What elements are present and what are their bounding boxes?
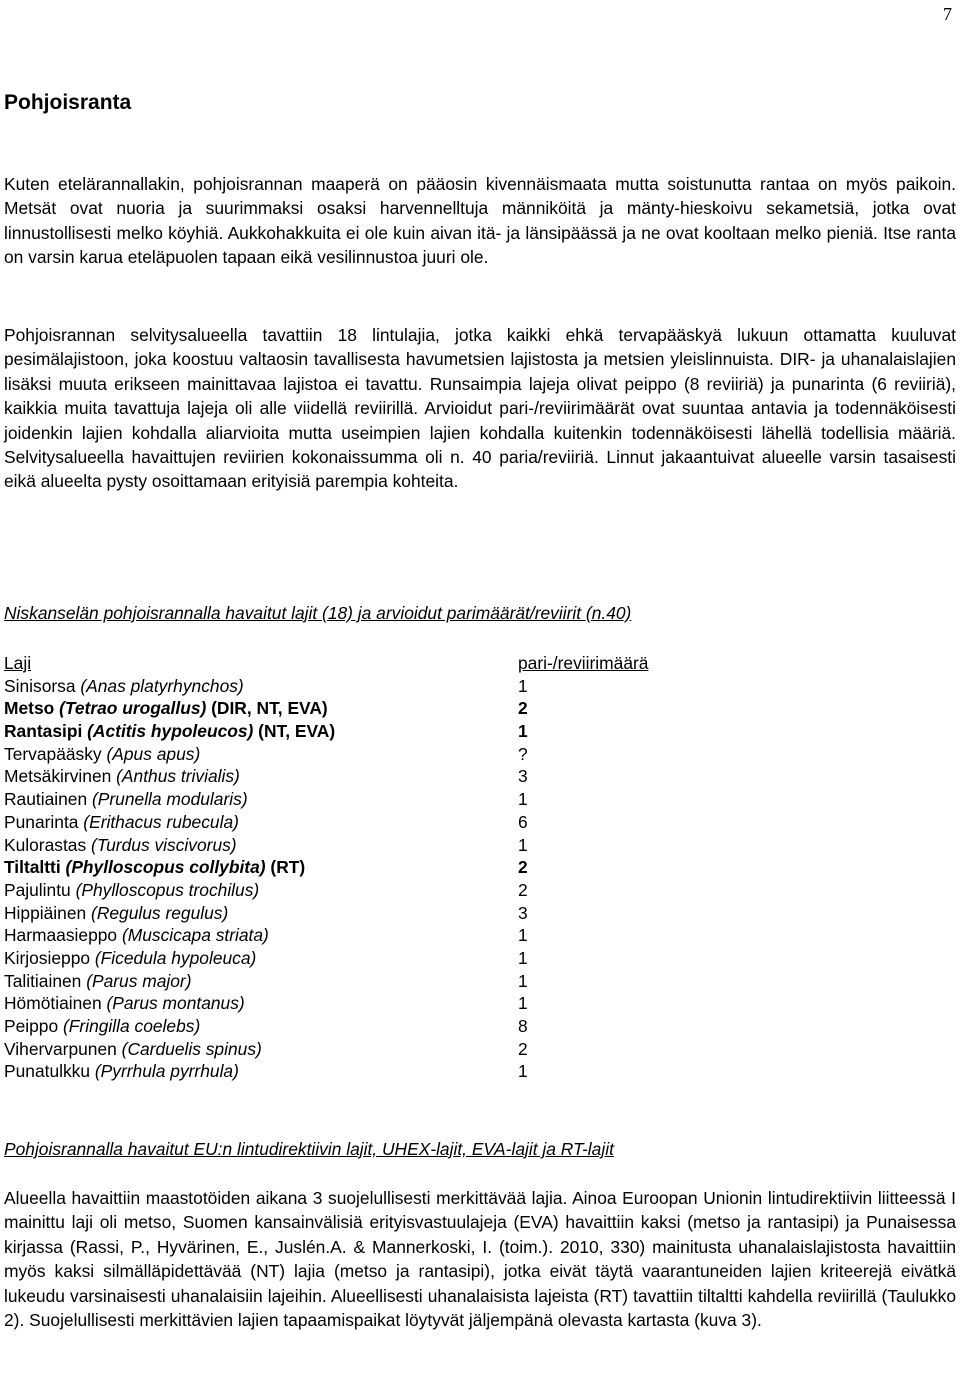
species-name — [4, 698, 328, 718]
table-row — [4, 902, 704, 925]
species-name — [4, 971, 192, 991]
species-count: 1 — [518, 834, 528, 855]
species-scientific-name: (Parus major) — [86, 970, 192, 991]
species-common-name: Rautiainen — [4, 789, 88, 810]
species-count: 1 — [518, 721, 528, 742]
species-count: 2 — [518, 857, 528, 878]
species-name — [4, 721, 335, 741]
column-header-species: Laji — [4, 653, 32, 673]
table-row — [4, 992, 704, 1015]
species-status: (DIR, NT, EVA) — [211, 698, 328, 719]
species-common-name: Kirjosieppo — [4, 947, 91, 968]
species-scientific-name: (Ficedula hypoleuca) — [94, 947, 257, 968]
species-scientific-name: (Apus apus) — [106, 743, 201, 764]
species-name — [4, 744, 200, 764]
table-row — [4, 1015, 704, 1038]
species-name — [4, 812, 239, 832]
species-scientific-name: (Prunella modularis) — [92, 789, 248, 810]
species-common-name: Talitiainen — [4, 970, 82, 991]
table-row — [4, 834, 704, 857]
species-name — [4, 1016, 200, 1036]
species-table — [4, 652, 704, 1083]
species-count: 1 — [518, 925, 528, 946]
table-row — [4, 947, 704, 970]
species-count: 3 — [518, 766, 528, 787]
species-common-name: Pajulintu — [4, 879, 71, 900]
species-common-name: Punarinta — [4, 811, 79, 832]
table-row — [4, 811, 704, 834]
species-count: 1 — [518, 675, 528, 696]
species-count: 2 — [518, 879, 528, 900]
species-name — [4, 766, 240, 786]
species-summary-paragraph: Pohjoisrannan selvitysalueella tavattiin 18 lintulajia, jotka kaikki ehkä tervapääskyä lukuun ottamatta kuuluvat pesimälajistoon, joka koostuu valtaosin tavallisesta havumetsien lajistosta ja metsien yleislinnuista. DIR- ja uhanalaislajien lisäksi muuta erikseen mainittavaa lajistoa ei tavattu. Runsaimpia lajeja olivat peippo (8 reviiriä) ja punarinta (6 reviiriä), kaikkia muita tavattuja lajeja oli alle viidellä reviirillä. Arvioidut pari-/reviirimäärät ovat suuntaa antavia ja todennäköisesti joidenkin lajien kohdalla aliarvioita mutta useimpien lajien kohdalla kuitenkin todennäköisesti lähellä todellisia määriä. Selvitysalueella havaittujen reviirien kokonaissumma oli n. 40 paria/reviiriä. Linnut jakaantuivat alueelle varsin tasaisesti eikä alueelta pysty osoittamaan erityisiä parempia kohteita. — [4, 325, 956, 492]
species-status: (NT, EVA) — [258, 721, 336, 742]
species-name — [4, 903, 228, 923]
table-row — [4, 788, 704, 811]
species-count: 2 — [518, 1038, 528, 1059]
table-row — [4, 970, 704, 993]
species-name — [4, 925, 269, 945]
species-name — [4, 676, 244, 696]
species-scientific-name: (Pyrrhula pyrrhula) — [94, 1061, 239, 1082]
species-scientific-name: (Phylloscopus trochilus) — [75, 879, 260, 900]
species-common-name: Sinisorsa — [4, 675, 76, 696]
column-header-count: pari-/reviirimäärä — [518, 653, 649, 673]
species-status: (RT) — [270, 857, 306, 878]
species-scientific-name: (Fringilla coelebs) — [63, 1016, 201, 1036]
species-scientific-name: (Muscicapa striata) — [121, 925, 269, 946]
species-scientific-name: (Regulus regulus) — [91, 902, 229, 923]
species-scientific-name: (Tetrao urogallus) — [59, 698, 207, 719]
intro-paragraph: Kuten etelärannallakin, pohjoisrannan maaperä on pääosin kivennäismaata mutta soistunutta rantaa on myös paikoin. Metsät ovat nuoria ja suurimmaksi osaksi harvennelltuja männiköitä ja mänty-hieskoivu sekametsiä, jotka ovat linnustollisesti melko köyhiä. Aukkohakkuita ei ole kuin aivan itä- ja länsipäässä ja ne ovat kooltaan melko pieniä. Itse ranta on varsin karua eteläpuolen tapaan eikä vesilinnustoa juuri ole. — [4, 174, 956, 268]
species-name — [4, 948, 256, 968]
species-scientific-name: (Parus montanus) — [106, 993, 245, 1014]
species-count: 1 — [518, 1061, 528, 1082]
species-count: 1 — [518, 789, 528, 810]
species-name — [4, 835, 237, 855]
species-scientific-name: (Erithacus rubecula) — [83, 811, 239, 832]
species-common-name: Metsäkirvinen — [4, 766, 112, 787]
species-scientific-name: (Turdus viscivorus) — [91, 834, 237, 855]
species-name — [4, 1061, 239, 1081]
species-count: 6 — [518, 811, 528, 832]
table-row — [4, 675, 704, 698]
species-name — [4, 880, 259, 900]
table-body — [4, 675, 704, 1083]
species-name — [4, 789, 248, 809]
table-row — [4, 856, 704, 879]
species-common-name: Hippiäinen — [4, 902, 87, 923]
species-scientific-name: (Anas platyrhynchos) — [80, 675, 244, 696]
table-row — [4, 879, 704, 902]
species-name — [4, 1039, 262, 1059]
species-common-name: Rantasipi — [4, 721, 83, 742]
table-row — [4, 765, 704, 788]
species-common-name: Kulorastas — [4, 834, 87, 855]
species-scientific-name: (Actitis hypoleucos) — [87, 721, 254, 742]
species-scientific-name: (Phylloscopus collybita) — [65, 857, 266, 878]
table-row — [4, 697, 704, 720]
species-scientific-name: (Anthus trivialis) — [116, 766, 240, 787]
species-count: 1 — [518, 970, 528, 991]
species-common-name: Peippo — [4, 1016, 59, 1036]
table-caption: Niskanselän pohjoisrannalla havaitut lajit (18) ja arvioidut parimäärät/reviirit (n.40) — [4, 603, 632, 623]
page-number: 7 — [943, 4, 952, 24]
species-count: 1 — [518, 993, 528, 1014]
species-name — [4, 857, 305, 877]
species-count: 3 — [518, 902, 528, 923]
species-common-name: Metso — [4, 698, 55, 719]
section-caption: Pohjoisrannalla havaitut EU:n lintudirektiivin lajit, UHEX-lajit, EVA-lajit ja RT-lajit — [4, 1139, 614, 1159]
table-header — [4, 652, 704, 675]
species-common-name: Harmaasieppo — [4, 925, 118, 946]
species-count: 1 — [518, 947, 528, 968]
table-row — [4, 924, 704, 947]
species-name — [4, 993, 245, 1013]
page-title: Pohjoisranta — [4, 91, 132, 114]
species-common-name: Punatulkku — [4, 1061, 91, 1082]
species-common-name: Vihervarpunen — [4, 1038, 117, 1059]
species-common-name: Tiltaltti — [4, 857, 61, 878]
table-row — [4, 1038, 704, 1061]
species-count: 8 — [518, 1016, 528, 1036]
conservation-paragraph: Alueella havaittiin maastotöiden aikana 3 suojelullisesti merkittävää lajia. Ainoa Euroopan Unionin lintudirektiivin liitteessä I mainittu laji oli metso, Suomen kansainvälisiä erityisvastuulajeja (EVA) havaittiin kaksi (metso ja rantasipi) ja Punaisessa kirjassa (Rassi, P., Hyvärinen, E., Juslén.A. & Mannerkoski, I. (toim.). 2010, 330) mainitusta uhanalaislajistosta havaittiin myös kaksi silmälläpidettävää (NT) lajia (metso ja rantasipi), jotka eivät täytä vaarantuneiden lajien kriteerejä eivätkä lukeudu varsinaisesti uhanalaisiin lajeihin. Alueellisesti uhanalaisista lajeista (RT) tavattiin tiltaltti kahdella reviirillä (Taulukko 2). Suojelullisesti merkittävien lajien tapaamispaikat löytyvät jäljempänä olevasta kartasta (kuva 3). — [4, 1188, 956, 1331]
species-common-name: Tervapääsky — [4, 743, 102, 764]
table-row — [4, 1060, 704, 1083]
species-count: ? — [518, 743, 528, 764]
table-row — [4, 720, 704, 743]
table-row — [4, 743, 704, 766]
species-scientific-name: (Carduelis spinus) — [121, 1038, 262, 1059]
species-common-name: Hömötiainen — [4, 993, 102, 1014]
species-count: 2 — [518, 698, 528, 719]
